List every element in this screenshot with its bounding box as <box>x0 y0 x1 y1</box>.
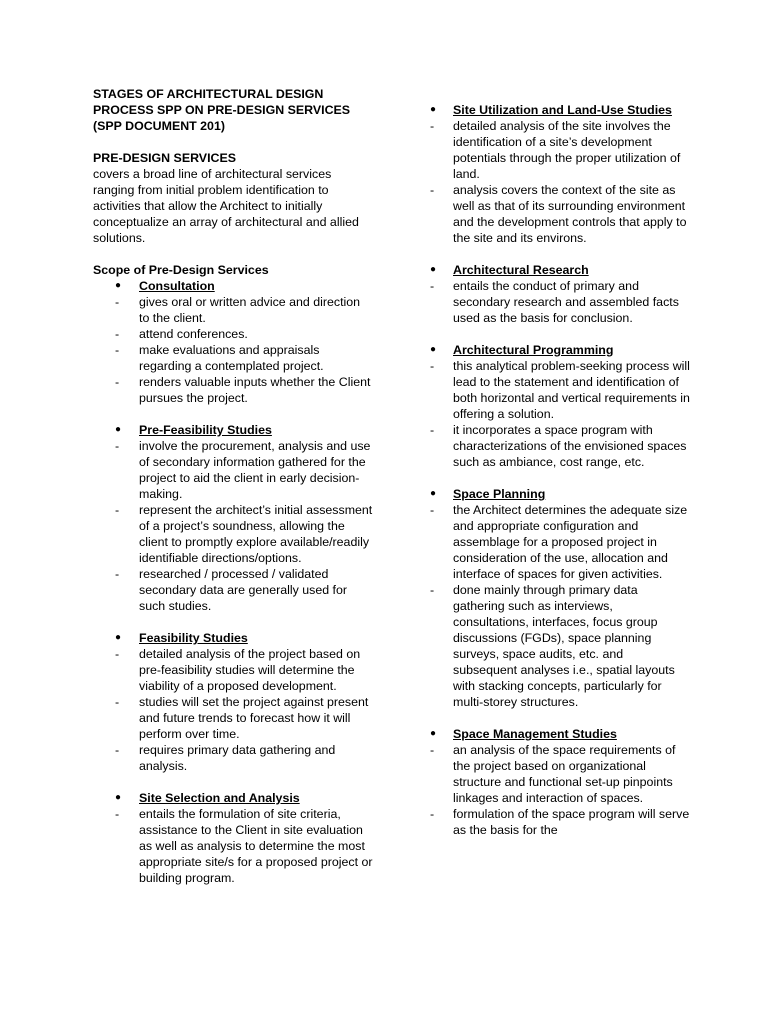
section-title: Architectural Programming <box>453 343 614 357</box>
section-header <box>93 630 373 646</box>
dash-marker: - <box>430 183 435 197</box>
dash-marker: - <box>430 359 435 373</box>
list-item <box>430 502 690 582</box>
section-title: Pre-Feasibility Studies <box>139 423 272 437</box>
section-header <box>93 422 373 438</box>
bullet-icon: ● <box>430 264 437 275</box>
list-item <box>93 806 373 886</box>
service-section <box>93 630 373 774</box>
dash-marker: - <box>115 295 120 309</box>
list-item-text: researched / processed / validated secondary data are generally used for such studies. <box>139 567 348 613</box>
item-list <box>93 646 373 774</box>
list-item-text: studies will set the project against present and future trends to forecast how it will perform over time. <box>139 695 369 741</box>
section-title: Consultation <box>139 279 215 293</box>
item-list <box>430 502 690 710</box>
dash-marker: - <box>430 119 435 133</box>
item-list <box>93 806 373 886</box>
list-item <box>430 118 690 182</box>
list-item <box>93 502 373 566</box>
service-section <box>430 102 690 246</box>
list-item-text: formulation of the space program will serve as the basis for the <box>453 807 690 837</box>
list-item <box>430 582 690 710</box>
section-title: Feasibility Studies <box>139 631 248 645</box>
dash-marker: - <box>115 743 120 757</box>
dash-marker: - <box>115 567 120 581</box>
list-item <box>93 374 373 406</box>
list-item-text: involve the procurement, analysis and use of secondary information gathered for the project to aid the client in early decision-making. <box>139 439 371 501</box>
item-list <box>430 358 690 470</box>
bullet-icon: ● <box>115 792 122 803</box>
dash-marker: - <box>115 695 120 709</box>
list-item <box>93 342 373 374</box>
list-item-text: represent the architect’s initial assessment of a project’s soundness, allowing the client to promptly explore available/readily identifiable directions/options. <box>139 503 373 565</box>
list-item-text: entails the formulation of site criteria, assistance to the Client in site evaluation as well as analysis to determine the most appropriate site/s for a proposed project or building program. <box>139 807 373 885</box>
dash-marker: - <box>430 503 435 517</box>
section-header <box>93 278 373 294</box>
scope-heading: Scope of Pre-Design Services <box>93 263 269 277</box>
list-item-text: it incorporates a space program with characterizations of the envisioned spaces such as ambiance, cost range, etc. <box>453 423 687 469</box>
item-list <box>93 294 373 406</box>
item-list <box>430 278 690 326</box>
section-header <box>430 102 690 118</box>
section-title: Architectural Research <box>453 263 589 277</box>
list-item <box>430 742 690 806</box>
dash-marker: - <box>115 439 120 453</box>
section-header <box>430 726 690 742</box>
dash-marker: - <box>115 647 120 661</box>
list-item-text: analysis covers the context of the site as well as that of its surrounding environment and the development controls that apply to the site and its environs. <box>453 183 687 245</box>
service-section <box>430 486 690 710</box>
dash-marker: - <box>115 503 120 517</box>
section-heading: PRE-DESIGN SERVICES <box>93 151 236 165</box>
section-title: Space Planning <box>453 487 546 501</box>
left-sections <box>93 278 373 886</box>
bullet-icon: ● <box>430 488 437 499</box>
dash-marker: - <box>430 583 435 597</box>
list-item-text: detailed analysis of the project based on pre-feasibility studies will determine the viability of a proposed development. <box>139 647 361 693</box>
intro-paragraph: covers a broad line of architectural services ranging from initial problem identification to activities that allow the Architect to initially conceptualize an array of architectural and allied solutions. <box>93 167 359 245</box>
list-item-text: attend conferences. <box>139 327 248 341</box>
list-item <box>430 278 690 326</box>
list-item-text: the Architect determines the adequate size and appropriate configuration and assemblage for a proposed project in consideration of the use, allocation and interface of spaces for given activities. <box>453 503 688 581</box>
dash-marker: - <box>430 743 435 757</box>
dash-marker: - <box>115 343 120 357</box>
dash-marker: - <box>115 375 120 389</box>
section-header <box>430 486 690 502</box>
dash-marker: - <box>115 807 120 821</box>
section-header <box>93 790 373 806</box>
list-item-text: this analytical problem-seeking process will lead to the statement and identification of both horizontal and vertical requirements in offering a solution. <box>453 359 690 421</box>
list-item-text: an analysis of the space requirements of the project based on organizational structure and functional set-up pinpoints linkages and interaction of spaces. <box>453 743 676 805</box>
list-item <box>93 742 373 774</box>
list-item <box>93 646 373 694</box>
list-item-text: detailed analysis of the site involves the identification of a site’s development potentials through the proper utilization of land. <box>453 119 681 181</box>
bullet-icon: ● <box>115 280 122 291</box>
section-title: Site Utilization and Land-Use Studies <box>453 103 672 117</box>
list-item <box>93 294 373 326</box>
dash-marker: - <box>430 279 435 293</box>
list-item <box>430 358 690 422</box>
list-item-text: requires primary data gathering and analysis. <box>139 743 336 773</box>
section-title: Site Selection and Analysis <box>139 791 300 805</box>
dash-marker: - <box>430 807 435 821</box>
dash-marker: - <box>115 327 120 341</box>
item-list <box>430 118 690 246</box>
service-section <box>430 342 690 470</box>
service-section <box>93 278 373 406</box>
bullet-icon: ● <box>430 104 437 115</box>
bullet-icon: ● <box>430 344 437 355</box>
section-title: Space Management Studies <box>453 727 617 741</box>
list-item-text: entails the conduct of primary and secondary research and assembled facts used as the basis for conclusion. <box>453 279 679 325</box>
dash-marker: - <box>430 423 435 437</box>
service-section <box>93 790 373 886</box>
bullet-icon: ● <box>115 632 122 643</box>
list-item-text: done mainly through primary data gathering such as interviews, consultations, interfaces, focus group discussions (FGDs), space planning surveys, space audits, etc. and subsequent analyses i.e., spatial layouts with stacking concepts, particularly for multi-storey structures. <box>453 583 675 709</box>
list-item <box>430 422 690 470</box>
service-section <box>430 726 690 838</box>
section-header <box>430 342 690 358</box>
service-section <box>93 422 373 614</box>
list-item-text: make evaluations and appraisals regarding a contemplated project. <box>139 343 324 373</box>
list-item <box>93 438 373 502</box>
item-list <box>93 438 373 614</box>
list-item <box>93 326 373 342</box>
right-column <box>430 102 690 854</box>
list-item-text: renders valuable inputs whether the Client pursues the project. <box>139 375 371 405</box>
right-sections <box>430 102 690 838</box>
left-column <box>93 86 373 902</box>
bullet-icon: ● <box>115 424 122 435</box>
list-item-text: gives oral or written advice and direction to the client. <box>139 295 361 325</box>
document-title: STAGES OF ARCHITECTURAL DESIGN PROCESS SPP ON PRE-DESIGN SERVICES (SPP DOCUMENT 201) <box>93 87 351 133</box>
section-header <box>430 262 690 278</box>
service-section <box>430 262 690 326</box>
item-list <box>430 742 690 838</box>
list-item <box>430 806 690 838</box>
bullet-icon: ● <box>430 728 437 739</box>
list-item <box>93 694 373 742</box>
list-item <box>93 566 373 614</box>
list-item <box>430 182 690 246</box>
